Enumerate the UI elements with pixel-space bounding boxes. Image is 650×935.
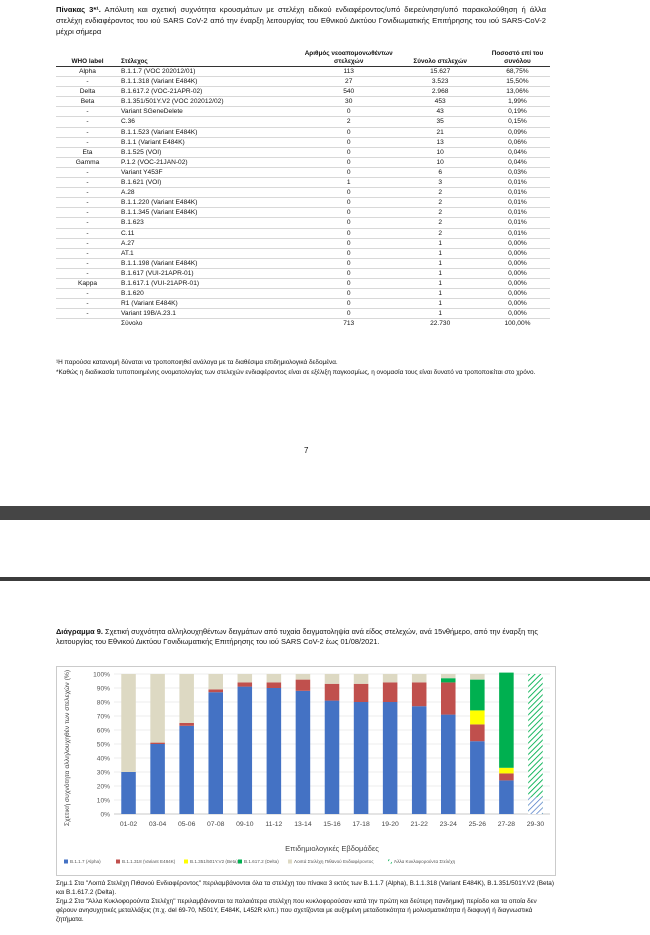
table-row xyxy=(56,147,550,157)
cell-new-isolates: 0 xyxy=(302,268,396,278)
cell-who-label: - xyxy=(56,309,119,319)
cell-total: 43 xyxy=(395,107,484,117)
table-row xyxy=(56,107,550,117)
cell-strain: A.28 xyxy=(119,188,302,198)
table-row xyxy=(56,157,550,167)
x-tick-label: 17-18 xyxy=(352,821,370,828)
legend-label: Άλλα Κυκλοφορούντα Στελέχη xyxy=(394,859,456,864)
bar-segment xyxy=(296,674,311,680)
chart-legend xyxy=(64,858,456,864)
bar-segment xyxy=(441,715,456,814)
cell-total: 2 xyxy=(395,208,484,218)
table-caption-label: Πίνακας 3*¹. xyxy=(56,5,101,14)
x-tick-label: 07-08 xyxy=(207,821,225,828)
table-header-row xyxy=(56,50,550,67)
table-total-row xyxy=(56,319,550,329)
bar-segment xyxy=(179,723,194,726)
header-who-label: WHO label xyxy=(56,50,119,67)
cell-total: 15.627 xyxy=(395,67,484,77)
bar-segment xyxy=(470,710,485,724)
y-tick-label: 60% xyxy=(96,727,110,735)
footnote-2: Σημ.2 Στα "Άλλα Κυκλοφορούντα Στελέχη" περιλαμβάνονται τα παλαιότερα στελέχη που κυκλοφορούσαν κατά την πρώτη και δεύτερη πανδημική περίοδο και τα οποία δεν φέρουν ανησυχητικές μεταλλάξεις (π.χ. del 69-70, N501Y, E484K, L452R κλπ.) που σχετίζονται με αυξημένη μεταδοτικότητα ή μολυσματικότητα ή διαφυγή ή διαγνωστικά ζητήματα. xyxy=(56,897,537,923)
bar-segment xyxy=(179,674,194,723)
header-strain: Στέλεχος xyxy=(119,50,302,67)
cell-total: 453 xyxy=(395,97,484,107)
cell-new-isolates: 0 xyxy=(302,238,396,248)
cell-percentage: 15,50% xyxy=(485,77,550,87)
cell-total: 1 xyxy=(395,258,484,268)
cell-total: 3 xyxy=(395,178,484,188)
y-tick-label: 50% xyxy=(96,741,110,749)
legend-swatch xyxy=(288,860,292,864)
legend-swatch xyxy=(64,860,68,864)
cell-strain: C.11 xyxy=(119,228,302,238)
chart-x-ticks xyxy=(120,821,545,828)
y-tick-label: 100% xyxy=(93,671,110,679)
cell-new-isolates: 0 xyxy=(302,218,396,228)
cell-percentage: 0,00% xyxy=(485,299,550,309)
cell-who-label: - xyxy=(56,77,119,87)
bar-segment xyxy=(354,674,369,684)
cell-total: 21 xyxy=(395,127,484,137)
x-tick-label: 11-12 xyxy=(265,821,283,828)
table-row xyxy=(56,289,550,299)
cell-strain: Variant Y453F xyxy=(119,167,302,177)
cell-new-isolates: 2 xyxy=(302,117,396,127)
bar-segment xyxy=(528,797,543,814)
bar-segment xyxy=(441,682,456,714)
bar-segment xyxy=(470,741,485,814)
header-total-strains: Σύνολο στελεχών xyxy=(395,50,484,67)
bar-segment xyxy=(121,772,136,814)
cell-new-isolates: 0 xyxy=(302,198,396,208)
table-caption-text: Απόλυτη και σχετική συχνότητα κρουσμάτων με στελέχη ειδικού ενδιαφέροντος/υπό διερεύνηση/υπό παρακολούθηση ή άλλα στελέχη ενδιαφέροντος του ιού SARS CoV-2 από την έναρξη λειτουργίας του Εθνικού Δικτύου Γονιδιωματικής Επιτήρησης του ιού SARS-CoV-2 μέχρι σήμερα xyxy=(56,5,546,36)
y-tick-label: 30% xyxy=(96,769,110,777)
bar-segment xyxy=(238,687,253,814)
cell-percentage: 0,03% xyxy=(485,167,550,177)
cell-strain: Variant SGeneDelete xyxy=(119,107,302,117)
cell-percentage: 13,06% xyxy=(485,87,550,97)
legend-swatch xyxy=(116,860,120,864)
cell-who-label: - xyxy=(56,167,119,177)
legend-swatch xyxy=(388,860,392,864)
table-row xyxy=(56,117,550,127)
bar-segment xyxy=(499,773,514,780)
cell-strain: B.1.1.220 (Variant E484K) xyxy=(119,198,302,208)
cell-total: 1 xyxy=(395,309,484,319)
bar-segment xyxy=(412,682,427,706)
cell-who-label: - xyxy=(56,198,119,208)
cell-who-label: Beta xyxy=(56,97,119,107)
x-tick-label: 15-16 xyxy=(323,821,341,828)
y-tick-label: 40% xyxy=(96,755,110,763)
table-row xyxy=(56,198,550,208)
y-tick-label: 0% xyxy=(100,811,110,819)
x-tick-label: 09-10 xyxy=(236,821,254,828)
bar-segment xyxy=(179,726,194,814)
cell-strain: B.1.1.345 (Variant E484K) xyxy=(119,208,302,218)
table-row xyxy=(56,228,550,238)
y-tick-label: 20% xyxy=(96,783,110,791)
bar-segment xyxy=(208,674,223,689)
cell-percentage: 0,01% xyxy=(485,208,550,218)
bar-segment xyxy=(441,674,456,678)
legend-label: B.1.617.2 (Delta) xyxy=(244,859,279,864)
cell-new-isolates: 0 xyxy=(302,208,396,218)
cell-who-label: - xyxy=(56,218,119,228)
cell-who-label: - xyxy=(56,258,119,268)
legend-label: B.1.1.318 (Variant E484K) xyxy=(122,859,176,864)
cell-new-isolates: 0 xyxy=(302,258,396,268)
cell-new-isolates: 0 xyxy=(302,127,396,137)
cell-who-label: - xyxy=(56,238,119,248)
bar-segment xyxy=(238,682,253,686)
cell-new-isolates: 27 xyxy=(302,77,396,87)
table-row xyxy=(56,167,550,177)
table-row xyxy=(56,299,550,309)
cell-total: 13 xyxy=(395,137,484,147)
cell-strain: A.27 xyxy=(119,238,302,248)
cell-new-isolates: 540 xyxy=(302,87,396,97)
table-caption xyxy=(56,4,546,37)
cell-percentage: 0,01% xyxy=(485,198,550,208)
cell-total: 2 xyxy=(395,218,484,228)
cell-percentage: 0,19% xyxy=(485,107,550,117)
x-tick-label: 19-20 xyxy=(381,821,399,828)
bar-segment xyxy=(412,706,427,814)
cell-strain: B.1.1.198 (Variant E484K) xyxy=(119,258,302,268)
table-row xyxy=(56,238,550,248)
table-row xyxy=(56,178,550,188)
cell-percentage: 0,01% xyxy=(485,218,550,228)
x-tick-label: 13-14 xyxy=(294,821,312,828)
cell-who-label: - xyxy=(56,117,119,127)
bar-segment xyxy=(470,680,485,711)
cell-new-isolates: 30 xyxy=(302,97,396,107)
cell-who-label: Eta xyxy=(56,147,119,157)
x-tick-label: 23-24 xyxy=(439,821,457,828)
table-row xyxy=(56,77,550,87)
bar-segment xyxy=(528,674,543,814)
table-row xyxy=(56,137,550,147)
page-separator xyxy=(0,506,650,520)
table-row xyxy=(56,97,550,107)
cell-who-label: - xyxy=(56,299,119,309)
table-row xyxy=(56,268,550,278)
cell-strain: C.36 xyxy=(119,117,302,127)
bar-segment xyxy=(267,682,282,688)
cell-new-isolates: 1 xyxy=(302,178,396,188)
bar-segment xyxy=(354,702,369,814)
cell-total: 1 xyxy=(395,268,484,278)
cell-total: 2.968 xyxy=(395,87,484,97)
cell-percentage: 0,15% xyxy=(485,117,550,127)
cell-percentage: 0,01% xyxy=(485,228,550,238)
legend-swatch xyxy=(238,860,242,864)
cell-total: 2 xyxy=(395,188,484,198)
header-new-isolates: Αριθμός νεοαπομονωθέντων στελεχών xyxy=(302,50,396,67)
x-tick-label: 05-06 xyxy=(177,821,196,828)
bar-segment xyxy=(499,768,514,774)
cell-strain: P.1.2 (VOC-21JAN-02) xyxy=(119,157,302,167)
cell-who-label: - xyxy=(56,248,119,258)
cell-percentage: 0,00% xyxy=(485,248,550,258)
x-tick-label: 27-28 xyxy=(497,821,516,828)
cell-who-label: - xyxy=(56,289,119,299)
cell-who-label: - xyxy=(56,127,119,137)
cell-who-label: - xyxy=(56,188,119,198)
x-tick-label: 03-04 xyxy=(148,821,167,828)
cell-new-isolates: 0 xyxy=(302,309,396,319)
cell-new-isolates: 0 xyxy=(302,188,396,198)
cell-strain: B.1.351/501Y.V2 (VOC 202012/02) xyxy=(119,97,302,107)
cell-who-label: - xyxy=(56,268,119,278)
note-2: *Καθώς η διαδικασία τυποποιημένης ονοματολογίας των στελεχών ενδιαφέροντος είναι σε εξέλιξη παγκοσμίως, η ονομασία τους είναι δυνατό να τροποποιείται στο χρόνο. xyxy=(56,368,536,376)
cell-new-isolates: 0 xyxy=(302,157,396,167)
cell-percentage: 68,75% xyxy=(485,67,550,77)
cell-total: 10 xyxy=(395,157,484,167)
cell-percentage: 0,01% xyxy=(485,188,550,198)
bar-segment xyxy=(325,701,340,814)
table-body xyxy=(56,67,550,329)
cell-percentage: 1,99% xyxy=(485,97,550,107)
cell-strain: B.1.1.523 (Variant E484K) xyxy=(119,127,302,137)
stacked-bar-chart xyxy=(56,666,556,876)
cell-who-label: - xyxy=(56,107,119,117)
total-cell-strain: Σύνολο xyxy=(119,319,302,329)
cell-total: 3.523 xyxy=(395,77,484,87)
cell-percentage: 0,00% xyxy=(485,278,550,288)
cell-percentage: 0,04% xyxy=(485,147,550,157)
cell-percentage: 0,00% xyxy=(485,289,550,299)
bar-segment xyxy=(267,688,282,814)
footnote-1: Σημ.1 Στα "Λοιπά Στελέχη Πιθανού Ενδιαφέροντος" περιλαμβάνονται όλα τα στελέχη του πίνακα 3 εκτός των B.1.1.7 (Alpha), B.1.1.318 (Variant E484K), B.1.351/501Y.V2 (Beta) και B.1.617.2 (Delta). xyxy=(56,880,554,896)
cell-strain: B.1.620 xyxy=(119,289,302,299)
total-cell-new-isolates: 713 xyxy=(302,319,396,329)
table-row xyxy=(56,208,550,218)
table-row xyxy=(56,87,550,97)
table-row xyxy=(56,67,550,77)
y-tick-label: 80% xyxy=(96,699,110,707)
cell-strain: B.1.1 (Variant E484K) xyxy=(119,137,302,147)
chart-x-axis-label: Επιδημιολογικές Εβδομάδες xyxy=(285,844,379,853)
table-row xyxy=(56,127,550,137)
variants-table xyxy=(56,50,550,328)
legend-swatch xyxy=(184,860,188,864)
cell-strain: B.1.525 (VOI) xyxy=(119,147,302,157)
cell-strain: AT.1 xyxy=(119,248,302,258)
cell-who-label: - xyxy=(56,178,119,188)
cell-total: 1 xyxy=(395,238,484,248)
cell-strain: B.1.1.7 (VOC 202012/01) xyxy=(119,67,302,77)
cell-new-isolates: 0 xyxy=(302,289,396,299)
bar-segment xyxy=(470,724,485,741)
bar-segment xyxy=(325,674,340,684)
bar-segment xyxy=(499,780,514,814)
cell-new-isolates: 0 xyxy=(302,228,396,238)
table-row xyxy=(56,188,550,198)
chart-footnotes xyxy=(56,880,556,925)
bar-segment xyxy=(470,674,485,680)
x-tick-label: 01-02 xyxy=(119,821,138,828)
cell-who-label: Gamma xyxy=(56,157,119,167)
cell-percentage: 0,00% xyxy=(485,238,550,248)
bar-segment xyxy=(383,674,398,682)
bar-segment xyxy=(238,674,253,682)
x-tick-label: 29-30 xyxy=(526,821,545,828)
cell-strain: B.1.617.1 (VUI-21APR-01) xyxy=(119,278,302,288)
bar-segment xyxy=(441,678,456,682)
cell-new-isolates: 113 xyxy=(302,67,396,77)
cell-new-isolates: 0 xyxy=(302,299,396,309)
table-row xyxy=(56,218,550,228)
chart-bars xyxy=(121,673,542,814)
bar-segment xyxy=(325,684,340,701)
cell-total: 1 xyxy=(395,278,484,288)
cell-new-isolates: 0 xyxy=(302,137,396,147)
cell-new-isolates: 0 xyxy=(302,147,396,157)
bar-segment xyxy=(150,743,165,744)
cell-who-label: - xyxy=(56,228,119,238)
cell-percentage: 0,04% xyxy=(485,157,550,167)
table-row xyxy=(56,258,550,268)
bar-segment xyxy=(412,674,427,682)
bar-segment xyxy=(296,680,311,691)
cell-total: 2 xyxy=(395,198,484,208)
cell-strain: Variant 19B/A.23.1 xyxy=(119,309,302,319)
legend-label: Λοιπά Στελέχη Πιθανού Ενδιαφέροντος xyxy=(294,859,374,864)
bar-segment xyxy=(499,673,514,768)
cell-new-isolates: 0 xyxy=(302,167,396,177)
total-cell-percentage: 100,00% xyxy=(485,319,550,329)
bar-segment xyxy=(150,744,165,814)
cell-strain: B.1.623 xyxy=(119,218,302,228)
cell-strain: R1 (Variant E484K) xyxy=(119,299,302,309)
cell-total: 1 xyxy=(395,248,484,258)
cell-who-label: - xyxy=(56,137,119,147)
cell-total: 6 xyxy=(395,167,484,177)
diagram-caption xyxy=(56,627,556,647)
cell-total: 1 xyxy=(395,299,484,309)
x-tick-label: 21-22 xyxy=(410,821,428,828)
cell-percentage: 0,00% xyxy=(485,258,550,268)
legend-label: B.1.351/501Y.V2 (Beta) xyxy=(190,859,238,864)
chart-y-ticks xyxy=(93,671,110,818)
page-top-rule xyxy=(0,577,650,581)
cell-who-label: Kappa xyxy=(56,278,119,288)
total-cell-who-label xyxy=(56,319,119,329)
bar-segment xyxy=(150,674,165,743)
cell-who-label: - xyxy=(56,208,119,218)
cell-strain: B.1.621 (VOI) xyxy=(119,178,302,188)
note-1: ¹Η παρούσα κατανομή δύναται να τροποποιηθεί ανάλογα με τα διαθέσιμα επιδημιολογικά δεδομένα. xyxy=(56,359,338,366)
bar-segment xyxy=(208,692,223,814)
bar-segment xyxy=(383,702,398,814)
cell-percentage: 0,06% xyxy=(485,137,550,147)
total-cell-total: 22.730 xyxy=(395,319,484,329)
cell-total: 10 xyxy=(395,147,484,157)
cell-total: 1 xyxy=(395,289,484,299)
table-row xyxy=(56,248,550,258)
bar-segment xyxy=(208,689,223,692)
table-row xyxy=(56,309,550,319)
bar-segment xyxy=(267,674,282,682)
cell-percentage: 0,00% xyxy=(485,309,550,319)
legend-label: B.1.1.7 (Alpha) xyxy=(70,859,101,864)
bar-segment xyxy=(383,682,398,702)
cell-strain: B.1.617.2 (VOC-21APR-02) xyxy=(119,87,302,97)
cell-who-label: Delta xyxy=(56,87,119,97)
cell-strain: B.1.1.318 (Variant E484K) xyxy=(119,77,302,87)
diagram-caption-text: Σχετική συχνότητα αλληλουχηθέντων δειγμάτων από τυχαία δειγματοληψία ανά είδος στελεχών, ανά 15νθήμερο, από την έναρξη της λειτουργίας του Εθνικού Δικτύου Γονιδιωματικής Επιτήρησης του ιού SARS CoV-2 έως 01/08/2021. xyxy=(56,627,538,647)
cell-total: 35 xyxy=(395,117,484,127)
cell-total: 2 xyxy=(395,228,484,238)
cell-new-isolates: 0 xyxy=(302,278,396,288)
x-tick-label: 25-26 xyxy=(468,821,487,828)
cell-new-isolates: 0 xyxy=(302,107,396,117)
bar-segment xyxy=(354,684,369,702)
header-percentage: Ποσοστό επί του συνόλου xyxy=(485,50,550,67)
y-tick-label: 90% xyxy=(96,685,110,693)
bar-segment xyxy=(121,674,136,772)
y-tick-label: 10% xyxy=(96,797,110,805)
diagram-caption-label: Διάγραμμα 9. xyxy=(56,627,103,636)
bar-segment xyxy=(296,691,311,814)
chart-y-axis-label: Σχετική συχνότητα αλληλουχηθέν των στελεχών (%) xyxy=(64,669,71,827)
y-tick-label: 70% xyxy=(96,713,110,721)
table-row xyxy=(56,278,550,288)
page-number: 7 xyxy=(304,446,309,455)
cell-percentage: 0,09% xyxy=(485,127,550,137)
cell-new-isolates: 0 xyxy=(302,248,396,258)
cell-who-label: Alpha xyxy=(56,67,119,77)
cell-strain: B.1.617 (VUI-21APR-01) xyxy=(119,268,302,278)
cell-percentage: 0,01% xyxy=(485,178,550,188)
table-notes xyxy=(56,358,550,377)
cell-percentage: 0,00% xyxy=(485,268,550,278)
